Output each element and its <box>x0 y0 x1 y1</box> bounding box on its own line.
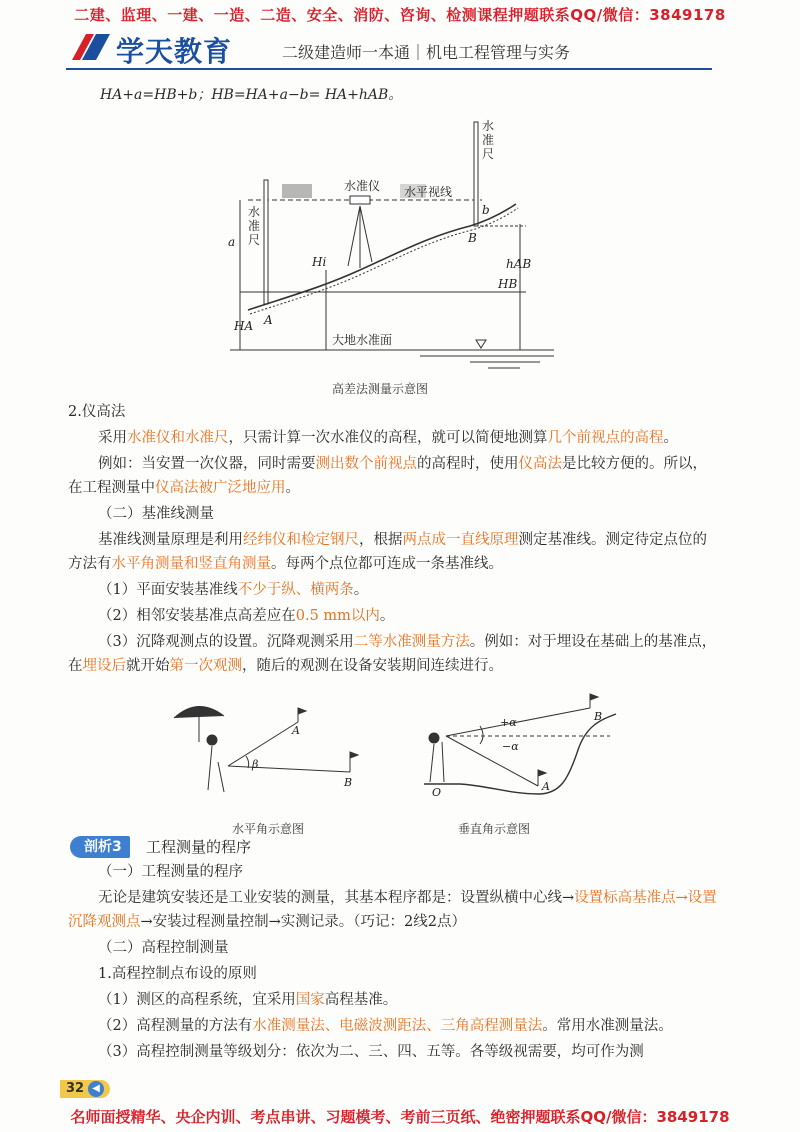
highlight-text: 水准仪和水准尺 <box>127 430 229 446</box>
text-run: 。 <box>285 480 300 496</box>
sec3-item-1 <box>68 988 718 1012</box>
text-run: 。 <box>379 608 395 624</box>
text-run: （3）高程控制测量等级划分：依次为二、三、四、五等。各等级视需要，均可作为测 <box>98 1044 644 1060</box>
fig3-label-A: A <box>542 780 550 793</box>
sec2-heading: 2.仪高法 <box>68 404 126 420</box>
section-badge: 剖析3 <box>70 836 130 858</box>
text-run: 。 <box>353 582 369 598</box>
text-run: （2）高程测量的方法有 <box>98 1018 253 1034</box>
highlight-text: 第一次观测 <box>169 658 242 674</box>
baseline-item-3 <box>68 630 718 678</box>
height-difference-diagram <box>220 118 560 380</box>
highlight-text: 设置标高基准点→设置沉降观测点 <box>68 890 717 930</box>
fig3-label-plus: +α <box>500 716 517 729</box>
highlight-text: 经纬仪和检定钢尺 <box>243 532 359 548</box>
fig1-label-ruler-right-2: 准 <box>482 133 495 147</box>
highlight-text: 水平角测量和竖直角测量 <box>111 556 271 572</box>
highlight-text: 二等水准测量方法 <box>353 634 470 650</box>
fig2-caption: 水平角示意图 <box>232 822 305 836</box>
highlight-text: 埋设后 <box>82 658 126 674</box>
horizontal-angle-diagram <box>168 700 378 810</box>
fig1-label-B: B <box>468 231 477 245</box>
fig1-label-sight: 水平视线 <box>404 185 453 199</box>
highlight-text: 国家 <box>295 992 325 1008</box>
text-run: ，根据 <box>359 532 403 548</box>
section-title: 工程测量的程序 <box>146 838 252 856</box>
baseline-item-2 <box>68 604 718 628</box>
highlight-text: 0.5 mm以内 <box>295 608 380 624</box>
text-run: ，只需计算一次水准仪的高程，就可以简便地测算 <box>228 430 548 446</box>
fig3-label-O: O <box>432 786 442 799</box>
text-run: 。 <box>663 430 678 446</box>
highlight-text: 仪高法 <box>518 456 562 472</box>
fig3-caption: 垂直角示意图 <box>458 822 531 836</box>
text-run: 采用 <box>98 430 127 446</box>
text-run: （3）沉降观测点的设置。沉降观测采用 <box>98 634 354 650</box>
sec3-sub2: （二）高程控制测量 <box>98 940 229 956</box>
highlight-text: 测出数个前视点 <box>315 456 417 472</box>
highlight-text: 几个前视点的高程 <box>547 430 664 446</box>
fig1-label-ruler-left-3: 尺 <box>248 233 261 247</box>
text-run: 基准线测量原理是利用 <box>98 532 243 548</box>
fig1-label-hAB: hAB <box>506 257 532 271</box>
text-run: 无论是建筑安装还是工业安装的测量，其基本程序都是：设置纵横中心线→ <box>98 890 575 906</box>
fig2-label-B: B <box>344 776 353 789</box>
text-run: （1）平面安装基准线 <box>98 582 238 598</box>
fig1-label-ruler-left-2: 准 <box>248 219 261 233</box>
baseline-heading: （二）基准线测量 <box>98 506 214 522</box>
top-banner: 二建、监理、一建、一造、二造、安全、消防、咨询、检测课程押题联系QQ/微信：3849178 <box>74 6 726 24</box>
formula-line: HA+a=HB+b；HB=HA+a−b= HA+hAB。 <box>100 87 403 103</box>
text-run: →安装过程测量控制→实测记录。（巧记：2线2点） <box>140 914 466 930</box>
text-run: 测定基准线。测定待定点位的方法有 <box>68 532 707 572</box>
fig2-label-beta: β <box>252 758 259 771</box>
fig1-label-ruler-right-3: 尺 <box>482 147 495 161</box>
fig1-label-HB: HB <box>498 277 518 291</box>
text-run: ，随后的观测在设备安装期间连续进行。 <box>242 658 503 674</box>
text-run: （1）测区的高程系统，宜采用 <box>98 992 296 1008</box>
sec3-p1 <box>68 886 718 934</box>
text-run: 。例如：对于埋设在基础上的基准点，在 <box>68 634 717 674</box>
fig1-caption: 高差法测量示意图 <box>332 382 429 396</box>
fig1-label-Hi: Hi <box>312 255 327 269</box>
sec2-p2 <box>68 452 718 500</box>
sec3-item-3 <box>68 1040 718 1064</box>
sec2-p1 <box>68 426 718 450</box>
highlight-text: 仪高法被广泛地应用 <box>155 480 286 496</box>
text-run: 高程基准。 <box>324 992 398 1008</box>
header <box>70 32 730 66</box>
header-subtitle: 二级建造师一本通｜机电工程管理与实务 <box>282 43 571 62</box>
fig1-label-a: a <box>228 235 236 249</box>
highlight-text: 两点成一直线原理 <box>402 532 519 548</box>
fig1-label-ruler-right-1: 水 <box>482 119 495 133</box>
text-run: 就开始 <box>126 658 170 674</box>
text-run: 。常用水准测量法。 <box>542 1018 673 1034</box>
fig1-label-ruler-left-1: 水 <box>248 205 261 219</box>
fig1-label-level: 水准仪 <box>344 179 381 193</box>
text-run: （2）相邻安装基准点高差应在 <box>98 608 296 624</box>
fig3-label-minus: −α <box>502 740 519 753</box>
fig1-label-A: A <box>264 313 273 327</box>
baseline-p1 <box>68 528 718 576</box>
fig1-label-datum: 大地水准面 <box>332 333 393 347</box>
page-number: 32 <box>60 1080 110 1098</box>
page-arrow-icon: ◀ <box>88 1081 104 1097</box>
highlight-text: 不少于纵、横两条 <box>237 582 354 598</box>
highlight-text: 水准测量法、电磁波测距法、三角高程测量法 <box>252 1018 543 1034</box>
bottom-banner: 名师面授精华、央企内训、考点串讲、习题模考、考前三页纸、绝密押题联系QQ/微信：3849178 <box>70 1108 730 1126</box>
logo-icon <box>70 32 112 62</box>
fig3-label-B: B <box>594 710 603 723</box>
baseline-item-1 <box>68 578 718 602</box>
text-run: 是比较方便的。所以，在工程测量中 <box>68 456 707 496</box>
header-rule <box>66 68 712 70</box>
text-run: 的高程时，使用 <box>417 456 519 472</box>
sec3-sub1: （一）工程测量的程序 <box>98 864 243 880</box>
sec3-sub3: 1.高程控制点布设的原则 <box>98 966 257 982</box>
text-run: 例如：当安置一次仪器，同时需要 <box>98 456 316 472</box>
fig1-label-HA: HA <box>234 319 254 333</box>
text-run: 。每两个点位都可连成一条基准线。 <box>271 556 503 572</box>
vertical-angle-diagram <box>420 690 620 810</box>
fig1-label-b: b <box>482 203 490 217</box>
logo-text: 学天教育 <box>116 35 233 68</box>
fig2-label-A: A <box>292 724 300 737</box>
sec3-item-2 <box>68 1014 718 1038</box>
